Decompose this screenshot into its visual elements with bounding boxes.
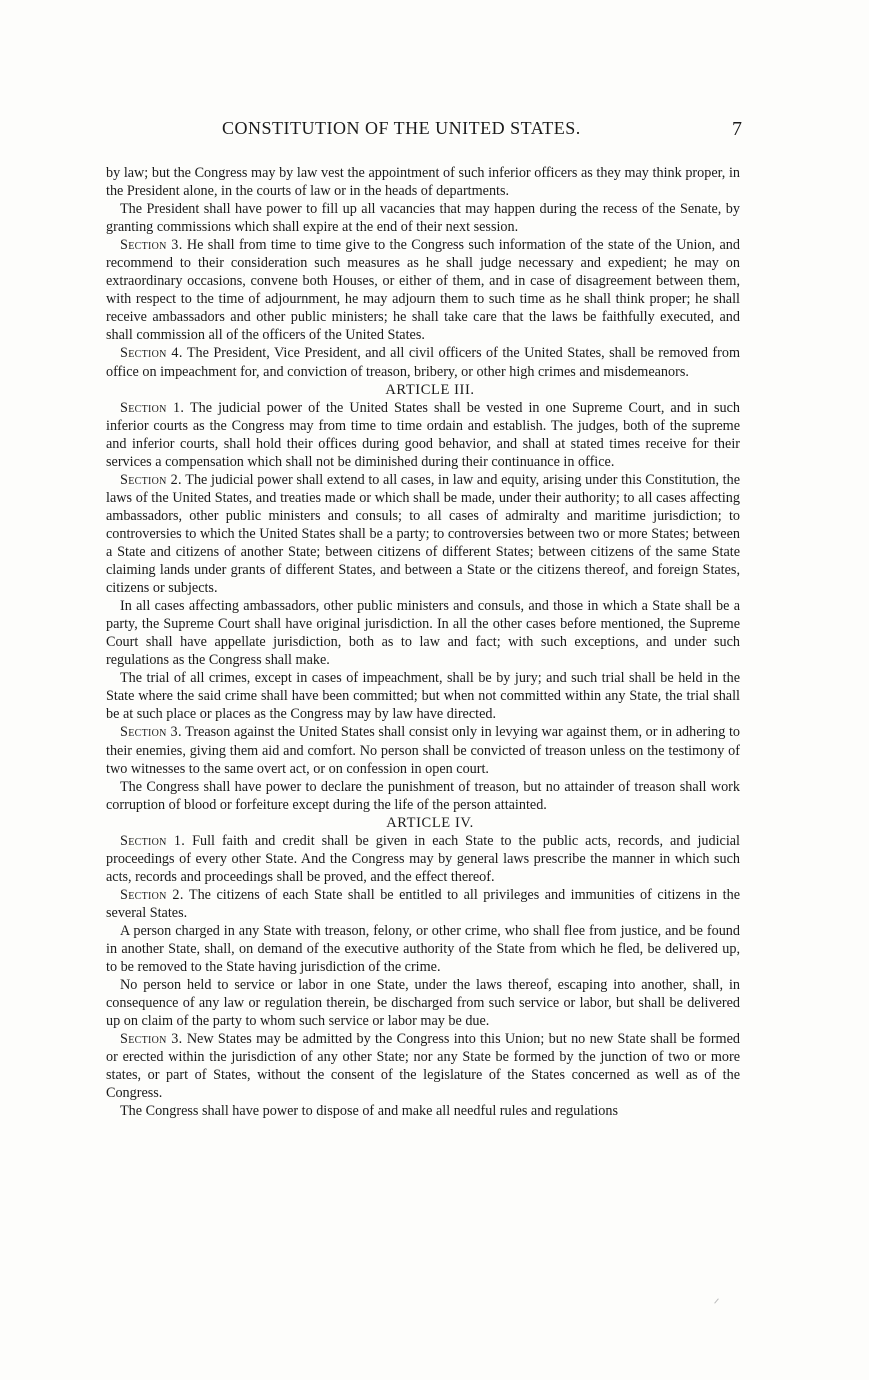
paragraph-text: The President shall have power to fill up all vacancies that may happen during the recess of the Senate, by granting commissions which shall expire at the end of their next session. (106, 201, 740, 236)
paragraph (106, 344, 740, 380)
paragraph-text: New States may be admitted by the Congress into this Union; but no new State shall be formed or erected within the jurisdiction of any other State; nor any State be formed by the junction of two or more states, or part of States, without the consent of the legislature of the States concerned as well as of the Congress. (106, 1031, 740, 1102)
paragraph (106, 236, 740, 344)
paragraph-text: Treason against the United States shall consist only in levying war against them, or in adhering to their enemies, giving them aid and comfort. No person shall be convicted of treason unless on the testimony of two witnesses to the same overt act, or on confession in open court. (106, 724, 740, 777)
paragraph (106, 976, 740, 1030)
paragraph (106, 1030, 740, 1102)
paragraph-text: Full faith and credit shall be given in each State to the public acts, records, and judicial proceedings of every other State. And the Congress may by general laws prescribe the manner in which such acts, records and proceedings shall be proved, and the effect thereof. (106, 832, 740, 885)
page-number: 7 (732, 118, 742, 140)
paragraph-text: The President, Vice President, and all civil officers of the United States, shall be removed from office on impeachment for, and conviction of treason, bribery, or other high crimes and misdemeanors. (106, 345, 740, 380)
margin-stray-mark (714, 1298, 719, 1303)
running-header (106, 118, 742, 144)
paragraph-text: He shall from time to time give to the Congress such information of the state of the Union, and recommend to their consideration such measures as he shall judge necessary and expedient; he may on extraordinary occasions, convene both Houses, or either of them, and in case of disagreement between them, with respect to the time of adjournment, he may adjourn them to such time as he shall think proper; he shall receive ambassadors and other public ministers; he shall take care that the laws be faithfully executed, and shall commission all of the officers of the United States. (106, 237, 740, 344)
paragraph (106, 723, 740, 777)
section-label: Section 1. (120, 832, 186, 849)
section-label: Section 4. (120, 345, 183, 362)
paragraph-text: The citizens of each State shall be entitled to all privileges and immunities of citizens in the several States. (106, 886, 740, 921)
paragraph-text: The trial of all crimes, except in cases of impeachment, shall be by jury; and such trial shall be held in the State where the said crime shall have been committed; but when not committed within any State, the trial shall be at such place or places as the Congress may by law have directed. (106, 670, 740, 723)
paragraph (106, 200, 740, 236)
paragraph (106, 669, 740, 723)
paragraph (106, 597, 740, 669)
paragraph (106, 778, 740, 814)
paragraph-text: No person held to service or labor in one State, under the laws thereof, escaping into another, shall, in consequence of any law or regulation therein, be discharged from such service or labor, but shall be delivered up on claim of the party to whom such service or labor may be due. (106, 977, 740, 1030)
section-label: Section 3. (120, 724, 182, 741)
section-label: Section 1. (120, 399, 185, 416)
article-heading-3: ARTICLE III. (385, 381, 475, 398)
paragraph (106, 471, 740, 597)
paragraph (106, 399, 740, 471)
article-heading-4: ARTICLE IV. (386, 814, 474, 831)
paragraph (106, 832, 740, 886)
paragraph-text: The Congress shall have power to dispose of and make all needful rules and regulations (120, 1103, 619, 1120)
body-text (106, 164, 740, 1120)
paragraph-text: by law; but the Congress may by law vest the appointment of such inferior officers as they may think proper, in the President alone, in the courts of law or in the heads of departments. (106, 165, 740, 200)
paragraph-text: In all cases affecting ambassadors, other public ministers and consuls, and those in which a State shall be a party, the Supreme Court shall have original jurisdiction. In all the other cases before mentioned, the Supreme Court shall have appellate jurisdiction, both as to law and fact; with such exceptions, and under such regulations as the Congress shall make. (106, 598, 740, 669)
section-label: Section 2. (120, 886, 184, 903)
paragraph-text: The judicial power of the United States shall be vested in one Supreme Court, and in such inferior courts as the Congress may from time to time ordain and establish. The judges, both of the supreme and inferior courts, shall hold their offices during good behavior, and shall at stated times receive for their services a compensation which shall not be diminished during their continuance in office. (106, 399, 740, 470)
paragraph (106, 886, 740, 922)
paragraph-text: The judicial power shall extend to all cases, in law and equity, arising under this Constitution, the laws of the United States, and treaties made or which shall be made, under their authority; to all cases affecting ambassadors, other public ministers and consuls; to all cases of admiralty and maritime jurisdiction; to controversies to which the United States shall be a party; to controversies between two or more States; between a State and citizens of another State; between citizens of different States; between citizens of the same State claiming lands under grants of different States, and between a State or the citizens thereof, and foreign States, citizens or subjects. (106, 471, 740, 597)
running-title: CONSTITUTION OF THE UNITED STATES. (222, 118, 581, 138)
section-label: Section 2. (120, 471, 182, 488)
paragraph (106, 164, 740, 200)
section-label: Section 3. (120, 237, 183, 254)
paragraph (106, 1102, 740, 1120)
paragraph-text: A person charged in any State with treason, felony, or other crime, who shall flee from justice, and be found in another State, shall, on demand of the executive authority of the State from which he fled, be delivered up, to be removed to the State having jurisdiction of the crime. (106, 922, 740, 976)
paragraph (106, 922, 740, 976)
paragraph-text: The Congress shall have power to declare the punishment of treason, but no attainder of treason shall work corruption of blood or forfeiture except during the life of the person attainted. (106, 778, 740, 813)
section-label: Section 3. (120, 1031, 183, 1048)
